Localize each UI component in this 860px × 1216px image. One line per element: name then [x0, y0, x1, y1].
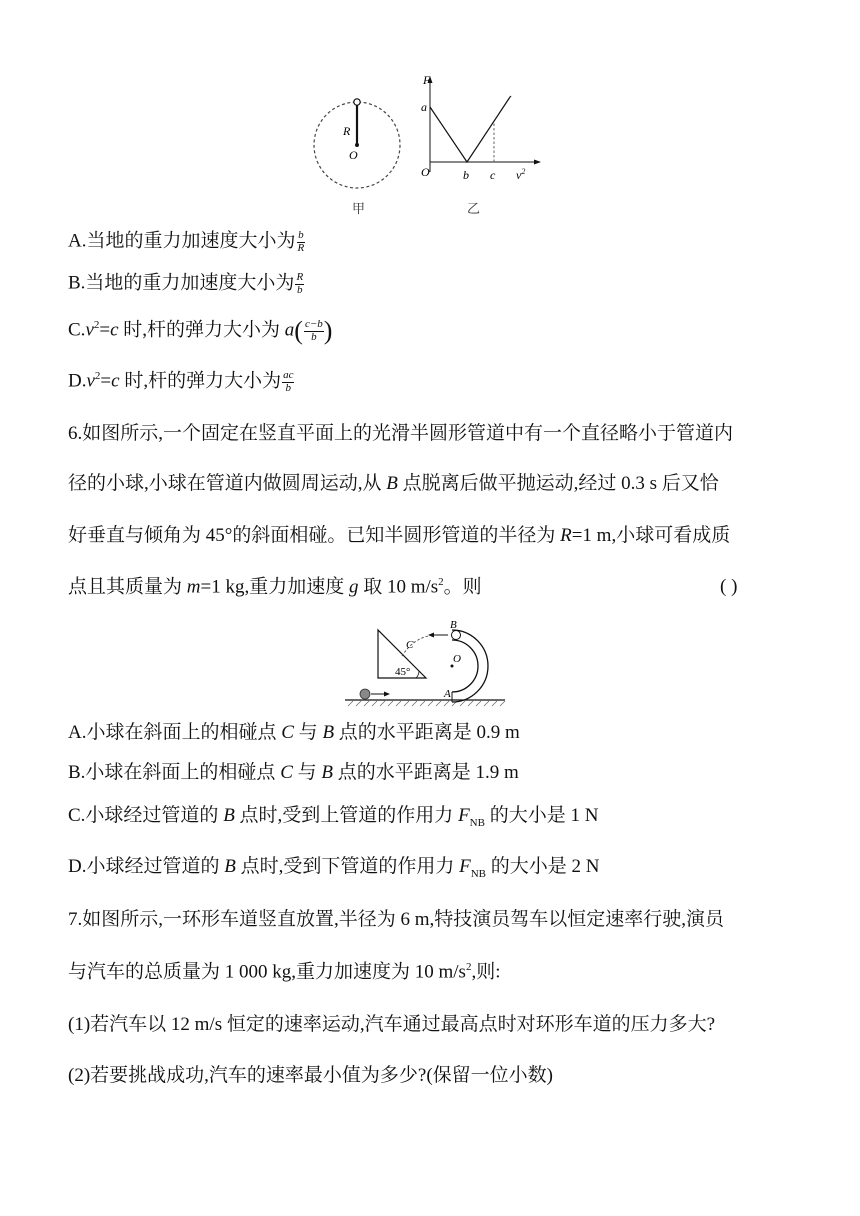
- label-A-fig: A: [444, 688, 451, 700]
- label-v2: $v^2$: [516, 167, 526, 182]
- x-arrow: [534, 160, 541, 165]
- graph-line-ext: [510, 96, 511, 97]
- label-R: R: [343, 124, 351, 138]
- q6-line-2: 径的小球,小球在管道内做圆周运动,从 B 点脱离后做平抛运动,经过 0.3 s 后又恰: [68, 473, 719, 494]
- q6-figure: [340, 618, 510, 710]
- tube-inner: [452, 640, 478, 692]
- ball-top: [354, 99, 360, 105]
- figure-jia: [305, 90, 410, 195]
- q6-option-c: C.小球经过管道的 B 点时,受到上管道的作用力 $F_{NB}$ 的大小是 1 N: [68, 805, 599, 829]
- figure-yi: [415, 72, 545, 187]
- caption-jia: 甲: [352, 202, 366, 217]
- velocity-arrowhead: [384, 692, 390, 697]
- q6-option-d: D.小球经过管道的 B 点时,受到下管道的作用力 $F_{NB}$ 的大小是 2 N: [68, 856, 600, 880]
- q6-option-b: B.小球在斜面上的相碰点 C 与 B 点的水平距离是 1.9 m: [68, 762, 519, 783]
- label-C-fig: C: [406, 639, 414, 651]
- b-arrowhead: [428, 633, 434, 638]
- caption-yi: 乙: [467, 202, 481, 217]
- q6-line-4: 点且其质量为 m=1 kg,重力加速度 g 取 10 $m/s^2$。则: [68, 576, 482, 598]
- label-B-fig: B: [450, 619, 457, 631]
- angle-arc: [416, 671, 419, 678]
- graph-line: [430, 97, 510, 162]
- q5-option-a: A.当地的重力加速度大小为 $\frac{b}{R}$: [68, 229, 305, 254]
- center-dot: [355, 143, 359, 147]
- angle-45: 45°: [395, 666, 411, 678]
- q6-line-1: 6.如图所示,一个固定在竖直平面上的光滑半圆形管道中有一个直径略小于管道内: [68, 423, 734, 444]
- q6-answer-paren: ( ): [720, 576, 738, 597]
- label-O-fig: O: [453, 653, 461, 665]
- q6-option-a: A.小球在斜面上的相碰点 C 与 B 点的水平距离是 0.9 m: [68, 722, 520, 743]
- q5-option-d: $D.v^2=c$ 时,杆的弹力大小为 $\frac{ac}{b}$: [68, 369, 294, 394]
- label-O2: O: [421, 165, 430, 179]
- q7-line-4: (2)若要挑战成功,汽车的速率最小值为多少?(保留一位小数): [68, 1065, 553, 1086]
- label-O: O: [349, 148, 358, 162]
- q5-option-c: $C.v^2=c$ 时,杆的弹力大小为 a( $\frac{c-b}{b}$ ): [68, 316, 333, 345]
- label-b: b: [463, 168, 469, 182]
- label-a: a: [421, 100, 427, 114]
- label-F: F: [423, 73, 431, 87]
- label-c: c: [490, 168, 496, 182]
- q6-line-3: 好垂直与倾角为 45°的斜面相碰。已知半圆形管道的半径为 R=1 m,小球可看成质: [68, 525, 731, 546]
- q5-option-b: B.当地的重力加速度大小为 $\frac{R}{b}$: [68, 271, 304, 296]
- ball-ground: [360, 689, 370, 699]
- ground-hatch: [348, 700, 505, 706]
- q7-line-2: 与汽车的总质量为 1 000 kg,重力加速度为 10 $m/s^2$,则:: [68, 961, 501, 983]
- q7-line-3: (1)若汽车以 12 m/s 恒定的速率运动,汽车通过最高点时对环形车道的压力多大?: [68, 1014, 716, 1035]
- ball-B: [452, 631, 461, 640]
- q7-line-1: 7.如图所示,一环形车道竖直放置,半径为 6 m,特技演员驾车以恒定速率行驶,演员: [68, 909, 725, 930]
